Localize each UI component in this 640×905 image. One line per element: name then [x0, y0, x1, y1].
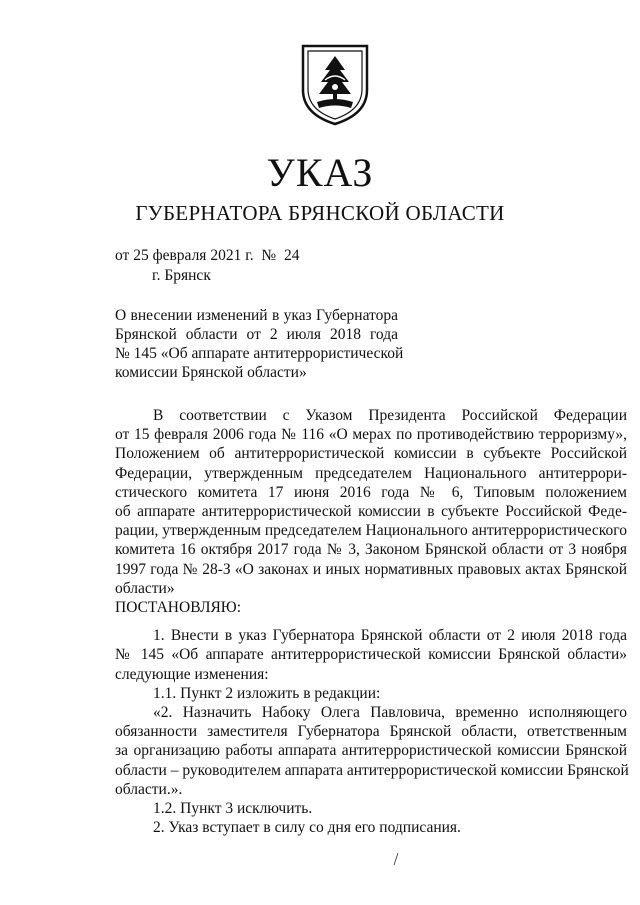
item-1-1: 1.1. Пункт 2 изложить в редакции:	[153, 684, 381, 702]
decree-subject	[115, 306, 404, 382]
preamble-line: Положением об антитеррористической комиссии в субъекте Российской	[115, 445, 627, 463]
preamble-line: комитета 16 октября 2017 года № 3, Законом Брянской области от 3 ноября	[115, 541, 627, 559]
decree-word: ПОСТАНОВЛЯЮ:	[115, 599, 242, 617]
coat-of-arms-icon	[295, 42, 375, 126]
pen-mark-icon	[392, 852, 400, 866]
preamble-line: области»	[115, 579, 175, 597]
preamble-line: Федерации, утвержденным председателем Национального антитеррори-	[115, 464, 627, 482]
quote-line: области.».	[115, 780, 183, 798]
preamble-line: стического комитета 17 июня 2016 года № 6, Типовым положением	[115, 483, 627, 501]
preamble-line: 1997 года № 28-З «О законах и иных нормативных правовых актах Брянской	[115, 560, 627, 578]
preamble-line: В соответствии с Указом Президента Российской Федерации	[153, 407, 627, 424]
date-and-number: от 25 февраля 2021 г. № 24	[115, 247, 300, 264]
item-1-line: 1. Внести в указ Губернатора Брянской области от 2 июля 2018 года	[153, 627, 627, 645]
subject-line: Брянской области от 2 июля 2018 года	[115, 326, 398, 343]
item-1-line: следующие изменения:	[115, 665, 269, 683]
quote-line: «2. Назначить Набоку Олега Павловича, временно исполняющего	[153, 704, 627, 722]
subject-line: О внесении изменений в указ Губернатора	[115, 307, 398, 324]
document-title: УКАЗ	[266, 150, 374, 195]
quote-line: области – руководителем аппарата антитеррористической комиссии Брянской	[115, 761, 629, 779]
quote-line: за организацию работы аппарата антитеррористической комиссии Брянской	[115, 742, 627, 760]
decree-body	[115, 406, 627, 837]
preamble-line: об аппарате антитеррористической комиссии в субъекте Российской Феде-	[115, 503, 627, 521]
subject-line: № 145 «Об аппарате антитеррористической	[115, 345, 404, 362]
city: г. Брянск	[152, 267, 211, 284]
quote-line: обязанности заместителя Губернатора Брянской области, ответственным	[115, 723, 627, 741]
item-1-2: 1.2. Пункт 3 исключить.	[153, 800, 313, 818]
item-1-line: № 145 «Об аппарате антитеррористической комиссии Брянской области»	[115, 646, 627, 664]
subject-line: комиссии Брянской области»	[115, 364, 307, 381]
preamble-line: от 15 февраля 2006 года № 116 «О мерах по противодействию терроризму»,	[115, 426, 627, 444]
item-2: 2. Указ вступает в силу со дня его подписания.	[153, 819, 461, 837]
document-subtitle: ГУБЕРНАТОРА БРЯНСКОЙ ОБЛАСТИ	[135, 201, 505, 225]
preamble-line: рации, утвержденным председателем Национального антитеррористического	[115, 522, 627, 540]
